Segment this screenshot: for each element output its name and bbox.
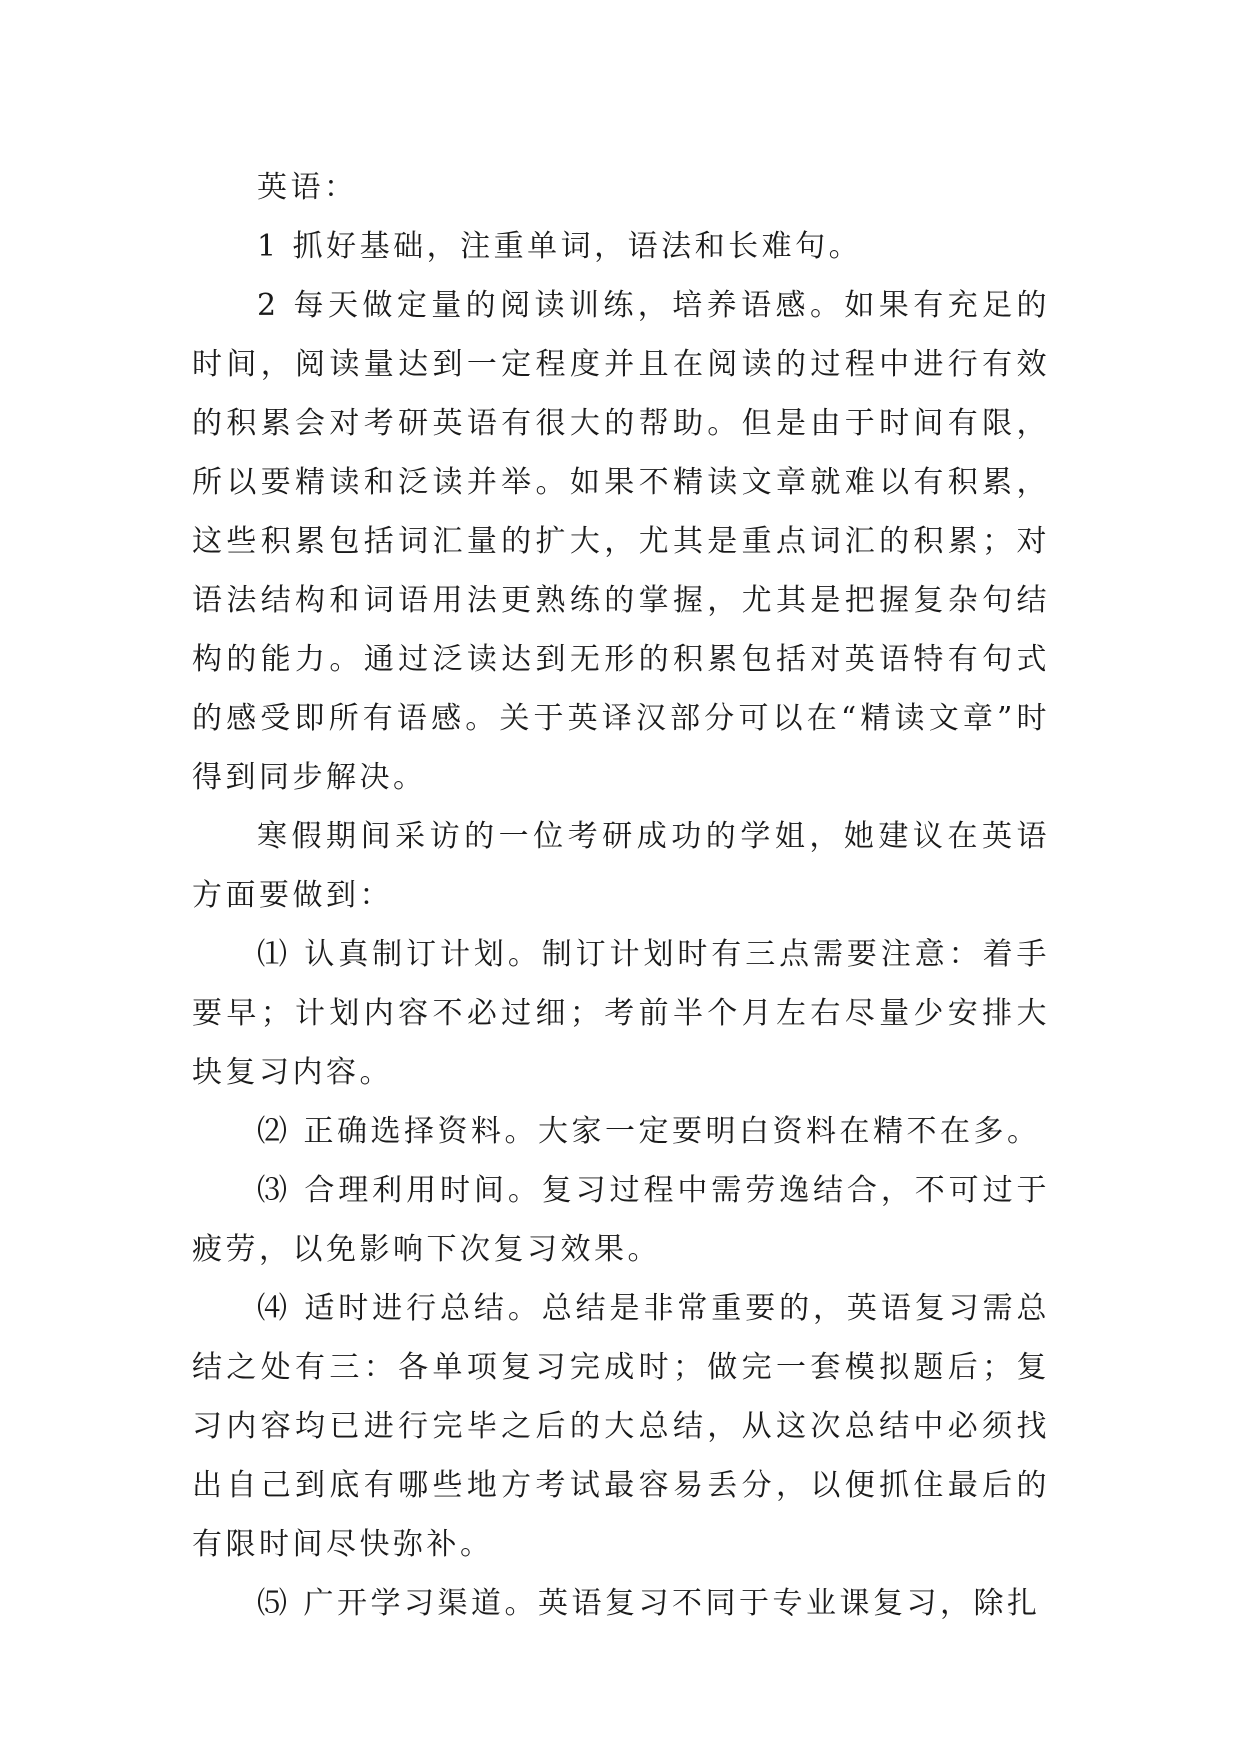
paragraph-item-3: ⑶ 合理利用时间。复习过程中需劳逸结合，不可过于疲劳，以免影响下次复习效果。 <box>192 1173 1050 1267</box>
paragraph-item-1: ⑴ 认真制订计划。制订计划时有三点需要注意：着手要早；计划内容不必过细；考前半个月左右尽量少安排大块复习内容。 <box>192 937 1050 1090</box>
section-heading-english: 英语： <box>257 170 358 205</box>
paragraph-item-4: ⑷ 适时进行总结。总结是非常重要的，英语复习需总结之处有三：各单项复习完成时；做完一套模拟题后；复习内容均已进行完毕之后的大总结，从这次总结中必须找出自己到底有哪些地方考试最容易丢分，以便抓住最后的有限时间尽快弥补。 <box>192 1291 1050 1562</box>
document-page <box>192 158 1050 1633</box>
paragraph-interview-intro: 寒假期间采访的一位考研成功的学姐，她建议在英语方面要做到： <box>192 819 1050 913</box>
paragraph-item-2: ⑵ 正确选择资料。大家一定要明白资料在精不在多。 <box>257 1114 1041 1149</box>
paragraph-point-2: 2 每天做定量的阅读训练，培养语感。如果有充足的时间，阅读量达到一定程度并且在阅读的过程中进行有效的积累会对考研英语有很大的帮助。但是由于时间有限，所以要精读和泛读并举。如果不精读文章就难以有积累，这些积累包括词汇量的扩大，尤其是重点词汇的积累；对语法结构和词语用法更熟练的掌握，尤其是把握复杂句结构的能力。通过泛读达到无形的积累包括对英语特有句式的感受即所有语感。关于英译汉部分可以在“精读文章”时得到同步解决。 <box>192 288 1050 795</box>
paragraph-point-1: 1 抓好基础，注重单词，语法和长难句。 <box>257 229 863 264</box>
paragraph-item-5: ⑸ 广开学习渠道。英语复习不同于专业课复习，除扎 <box>257 1586 1041 1621</box>
